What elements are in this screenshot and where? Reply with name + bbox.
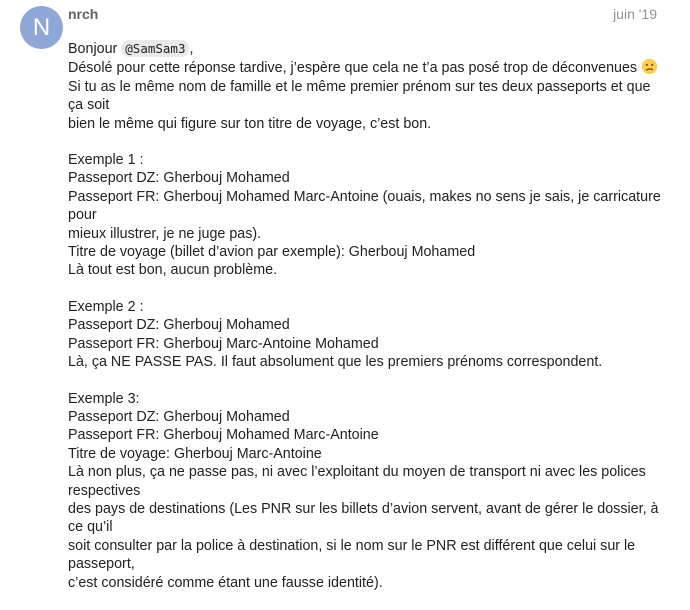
example-1-line: Là tout est bon, aucun problème.	[68, 262, 278, 279]
confused-face-icon	[641, 58, 658, 75]
example-3-line: soit consulter par la police à destination, si le nom sur le PNR est différent que celui sur le passeport,	[68, 537, 636, 573]
example-3-line: c’est considéré comme étant une fausse identité).	[68, 574, 383, 591]
example-1-line: mieux illustrer, je ne juge pas).	[68, 225, 262, 242]
example-1-paragraph	[68, 151, 668, 280]
user-avatar[interactable]	[20, 6, 63, 49]
example-1-line: Passeport DZ: Gherbouj Mohamed	[68, 170, 290, 187]
example-3-line: des pays de destinations (Les PNR sur les billets d’avion servent, avant de gérer le dossier, à ce qu’il	[68, 500, 659, 536]
example-2-paragraph	[68, 298, 668, 372]
example-1-line: Titre de voyage (billet d’avion par exemple): Gherbouj Mohamed	[68, 244, 476, 261]
example-1-line: Passeport FR: Gherbouj Mohamed Marc-Antoine (ouais, makes no sens je sais, je carricature pour	[68, 188, 661, 224]
post-username[interactable]: nrch	[68, 6, 99, 22]
user-mention[interactable]: @SamSam3	[121, 40, 189, 57]
example-3-line: Exemple 3:	[68, 390, 140, 407]
post-body	[68, 40, 668, 610]
intro-line-1-text: Désolé pour cette réponse tardive, j’espère que cela ne t’a pas posé trop de déconvenues	[68, 60, 642, 77]
intro-line-1	[68, 58, 668, 77]
greeting-comma: ,	[189, 41, 194, 57]
example-3-line: Là non plus, ça ne passe pas, ni avec l’exploitant du moyen de transport ni avec les polices respectives	[68, 464, 646, 499]
example-3-line: Titre de voyage: Gherbouj Marc-Antoine	[68, 445, 322, 462]
intro-paragraph	[68, 40, 668, 133]
example-3-paragraph	[68, 390, 668, 592]
intro-line-2: Si tu as le même nom de famille et le même premier prénom sur tes deux passeports et que ça soit	[68, 78, 651, 114]
example-2-line: Là, ça NE PASSE PAS. Il faut absolument que les premiers prénoms correspondent.	[68, 354, 603, 371]
example-2-line: Passeport FR: Gherbouj Marc-Antoine Mohamed	[68, 335, 379, 352]
example-1-line: Exemple 1 :	[68, 152, 144, 169]
intro-line-3: bien le même qui figure sur ton titre de voyage, c’est bon.	[68, 115, 432, 132]
greeting-line	[68, 40, 668, 58]
avatar-letter: N	[32, 14, 51, 41]
example-3-line: Passeport FR: Gherbouj Mohamed Marc-Antoine	[68, 427, 379, 444]
example-2-line: Exemple 2 :	[68, 298, 144, 315]
post-date[interactable]: juin '19	[613, 6, 657, 22]
greeting-text: Bonjour	[68, 41, 122, 57]
example-3-line: Passeport DZ: Gherbouj Mohamed	[68, 408, 290, 425]
example-2-line: Passeport DZ: Gherbouj Mohamed	[68, 317, 290, 334]
